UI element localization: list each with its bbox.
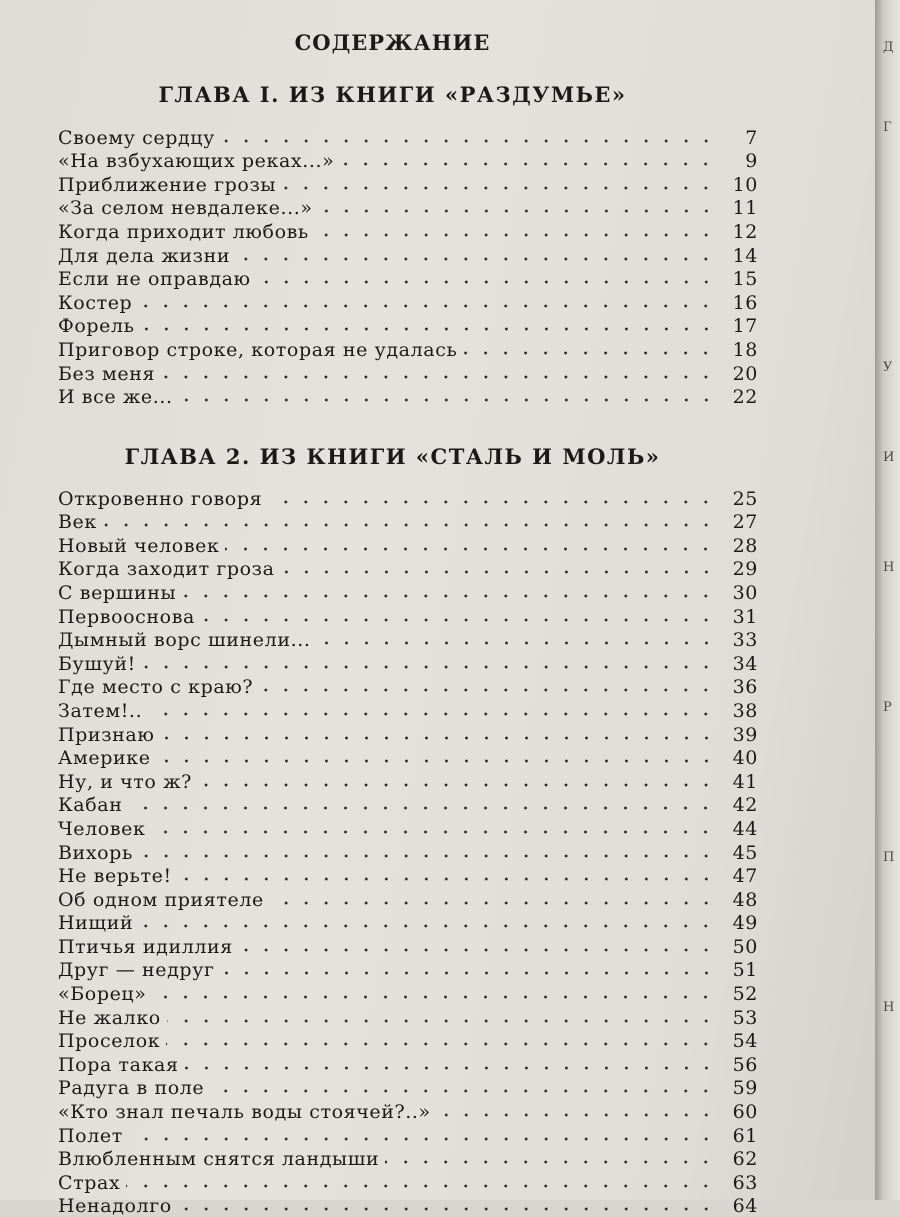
toc-entry-title: Приближение грозы: [58, 173, 277, 196]
toc-entry-title: «На взбухающих реках...»: [58, 150, 335, 173]
toc-entry-title: Без меня: [58, 362, 156, 385]
dot-leader: [315, 232, 716, 238]
dot-leader: [221, 138, 716, 144]
toc-entry-page-number: 38: [732, 699, 758, 722]
dot-leader: [437, 1112, 716, 1118]
dot-leader: [463, 350, 716, 356]
toc-entry: [58, 385, 758, 409]
toc-entry-title: Вихорь: [58, 841, 133, 864]
toc-entry: [58, 557, 758, 581]
toc-entry-page-number: 40: [732, 747, 758, 770]
toc-entry-title: Затем!..: [58, 699, 143, 722]
toc-entry: [58, 337, 758, 361]
toc-entry-title: Бушуй!: [58, 652, 136, 675]
dot-leader: [221, 970, 716, 976]
dot-leader: [340, 161, 716, 167]
toc-entry: [58, 698, 758, 722]
toc-entry: [58, 486, 758, 510]
toc-entry: [58, 125, 758, 149]
toc-entry: [58, 1123, 758, 1147]
toc-entry-page-number: 14: [732, 244, 758, 267]
toc-entry-page-number: 62: [732, 1148, 758, 1171]
toc-entry-page-number: 18: [732, 338, 758, 361]
dot-leader: [201, 617, 716, 623]
toc-entry-title: Страх: [58, 1171, 121, 1194]
dot-leader: [257, 279, 716, 285]
toc-entry: [58, 864, 758, 888]
chapter-1-toc: [58, 125, 758, 408]
dot-leader: [152, 994, 716, 1000]
dot-leader: [139, 853, 716, 859]
toc-entry-page-number: 7: [745, 126, 758, 149]
toc-entry: [58, 746, 758, 770]
toc-entry-title: Человек: [58, 817, 146, 840]
toc-entry: [58, 769, 758, 793]
dot-leader: [151, 829, 716, 835]
toc-entry-title: Друг — недруг: [58, 959, 215, 982]
dot-leader: [282, 185, 716, 191]
toc-entry-page-number: 52: [732, 983, 758, 1006]
toc-entry: [58, 290, 758, 314]
toc-entry: [58, 361, 758, 385]
dot-leader: [178, 876, 716, 882]
toc-entry-title: Признаю: [58, 723, 155, 746]
dot-leader: [281, 569, 716, 575]
toc-entry-title: Радуга в поле: [58, 1077, 205, 1100]
dot-leader: [148, 711, 716, 717]
toc-entry: [58, 267, 758, 291]
toc-entry-title: Об одном приятеле: [58, 888, 264, 911]
adjacent-page-edge: Д Г У И Н Р П Н: [875, 0, 900, 1200]
toc-entry-page-number: 63: [732, 1171, 758, 1194]
dot-leader: [317, 640, 716, 646]
toc-entry-title: Полет: [58, 1124, 123, 1147]
page-title: СОДЕРЖАНИЕ: [294, 30, 491, 55]
toc-entry-page-number: 41: [732, 770, 758, 793]
toc-entry-page-number: 53: [732, 1006, 758, 1029]
toc-entry-page-number: 59: [732, 1077, 758, 1100]
toc-entry: [58, 533, 758, 557]
dot-leader: [239, 947, 716, 953]
toc-entry: [58, 1076, 758, 1100]
toc-entry-page-number: 64: [732, 1195, 758, 1217]
toc-entry-title: «За селом невдалеке...»: [58, 197, 313, 220]
toc-entry: [58, 1170, 758, 1194]
dot-leader: [178, 1206, 716, 1212]
toc-entry: [58, 1194, 758, 1217]
toc-entry-page-number: 54: [732, 1030, 758, 1053]
toc-entry-title: Влюбленным снятся ландыши: [58, 1148, 380, 1171]
toc-entry-page-number: 30: [732, 581, 758, 604]
toc-entry-title: С вершины: [58, 581, 177, 604]
dot-leader: [182, 593, 716, 599]
toc-entry-page-number: 15: [732, 268, 758, 291]
toc-entry-title: Дымный ворс шинели...: [58, 629, 311, 652]
toc-entry-page-number: 33: [732, 629, 758, 652]
dot-leader: [103, 522, 716, 528]
toc-entry-page-number: 25: [732, 487, 758, 510]
dot-leader: [129, 1136, 716, 1142]
dot-leader: [210, 1088, 716, 1094]
toc-entry: [58, 510, 758, 534]
dot-leader: [268, 499, 716, 505]
chapter-2-heading: ГЛАВА 2. ИЗ КНИГИ «СТАЛЬ И МОЛЬ»: [124, 444, 661, 469]
toc-entry-title: «Борец»: [58, 983, 147, 1006]
toc-entry-title: Своему сердцу: [58, 126, 215, 149]
toc-entry: [58, 1029, 758, 1053]
toc-entry-page-number: 12: [732, 220, 758, 243]
toc-entry-title: Когда заходит гроза: [58, 558, 275, 581]
toc-entry: [58, 911, 758, 935]
toc-entry-page-number: 16: [732, 291, 758, 314]
toc-entry-page-number: 44: [732, 817, 758, 840]
dot-leader: [157, 758, 716, 764]
toc-entry-page-number: 10: [732, 173, 758, 196]
toc-entry: [58, 675, 758, 699]
toc-entry-page-number: 51: [732, 959, 758, 982]
dot-leader: [128, 805, 716, 811]
toc-entry-title: Америке: [58, 747, 151, 770]
toc-entry-page-number: 17: [732, 315, 758, 338]
toc-entry-title: Кабан: [58, 794, 123, 817]
toc-entry: [58, 816, 758, 840]
toc-entry-page-number: 50: [732, 935, 758, 958]
toc-entry: [58, 887, 758, 911]
toc-entry-page-number: 61: [732, 1124, 758, 1147]
dot-leader: [259, 687, 716, 693]
dot-leader: [319, 208, 716, 214]
toc-entry-page-number: 22: [732, 386, 758, 409]
toc-entry-title: «Кто знал печаль воды стоячей?..»: [58, 1101, 431, 1124]
toc-entry: [58, 722, 758, 746]
toc-entry: [58, 172, 758, 196]
dot-leader: [138, 303, 716, 309]
toc-entry-title: Птичья идиллия: [58, 935, 233, 958]
toc-entry-page-number: 28: [732, 534, 758, 557]
toc-entry: [58, 243, 758, 267]
toc-entry-page-number: 56: [732, 1053, 758, 1076]
toc-entry-page-number: 27: [732, 511, 758, 534]
toc-entry-title: Первооснова: [58, 605, 195, 628]
toc-entry: [58, 934, 758, 958]
toc-entry: [58, 1147, 758, 1171]
toc-entry: [58, 604, 758, 628]
toc-entry-page-number: 42: [732, 794, 758, 817]
toc-entry-title: Новый человек: [58, 534, 220, 557]
dot-leader: [141, 326, 716, 332]
toc-entry-title: Для дела жизни: [58, 244, 231, 267]
dot-leader: [236, 256, 716, 262]
toc-entry-title: Где место с краю?: [58, 676, 254, 699]
dot-leader: [185, 1065, 716, 1071]
toc-entry-title: Ненадолго: [58, 1195, 172, 1217]
dot-leader: [161, 374, 716, 380]
toc-entry: [58, 958, 758, 982]
toc-entry-page-number: 48: [732, 888, 758, 911]
toc-entry-page-number: 11: [732, 197, 758, 220]
dot-leader: [161, 735, 717, 741]
dot-leader: [126, 1183, 716, 1189]
chapter-1-heading: ГЛАВА I. ИЗ КНИГИ «РАЗДУМЬЕ»: [158, 82, 627, 107]
toc-entry-title: Нищий: [58, 912, 134, 935]
dot-leader: [270, 900, 716, 906]
toc-entry-title: Век: [58, 511, 97, 534]
toc-entry: [58, 1005, 758, 1029]
toc-entry-title: Приговор строке, которая не удалась: [58, 338, 458, 361]
toc-entry: [58, 651, 758, 675]
toc-entry-title: Проселок: [58, 1030, 161, 1053]
toc-entry-page-number: 20: [732, 362, 758, 385]
toc-entry-title: Форель: [58, 315, 135, 338]
toc-entry-title: Когда приходит любовь: [58, 220, 309, 243]
dot-leader: [142, 664, 716, 670]
dot-leader: [385, 1159, 716, 1165]
toc-entry-page-number: 36: [732, 676, 758, 699]
toc-entry: [58, 1052, 758, 1076]
toc-entry-title: Не верьте!: [58, 865, 172, 888]
toc-entry-page-number: 29: [732, 558, 758, 581]
dot-leader: [198, 782, 716, 788]
toc-entry-title: Не жалко: [58, 1006, 161, 1029]
toc-entry: [58, 149, 758, 173]
dot-leader: [139, 923, 716, 929]
toc-entry: [58, 1099, 758, 1123]
toc-entry-title: Костер: [58, 291, 133, 314]
dot-leader: [167, 1018, 716, 1024]
toc-entry-page-number: 34: [732, 652, 758, 675]
toc-entry: [58, 840, 758, 864]
toc-entry: [58, 196, 758, 220]
dot-leader: [225, 546, 716, 552]
toc-entry-page-number: 49: [732, 912, 758, 935]
toc-entry-title: Пора такая: [58, 1053, 179, 1076]
toc-entry: [58, 580, 758, 604]
toc-entry: [58, 628, 758, 652]
toc-entry-page-number: 39: [732, 723, 758, 746]
toc-entry: [58, 314, 758, 338]
toc-entry: [58, 793, 758, 817]
toc-entry-page-number: 60: [732, 1101, 758, 1124]
toc-entry-title: Если не оправдаю: [58, 268, 251, 291]
chapter-2-toc: [58, 486, 758, 1217]
toc-entry-title: И все же...: [58, 386, 173, 409]
toc-entry-page-number: 31: [732, 605, 758, 628]
toc-entry: [58, 981, 758, 1005]
toc-entry-title: Ну, и что ж?: [58, 770, 192, 793]
dot-leader: [166, 1041, 716, 1047]
toc-entry: [58, 219, 758, 243]
toc-entry-page-number: 45: [732, 841, 758, 864]
toc-entry-title: Откровенно говоря: [58, 487, 263, 510]
dot-leader: [179, 397, 716, 403]
toc-entry-page-number: 9: [745, 150, 758, 173]
toc-entry-page-number: 47: [732, 865, 758, 888]
